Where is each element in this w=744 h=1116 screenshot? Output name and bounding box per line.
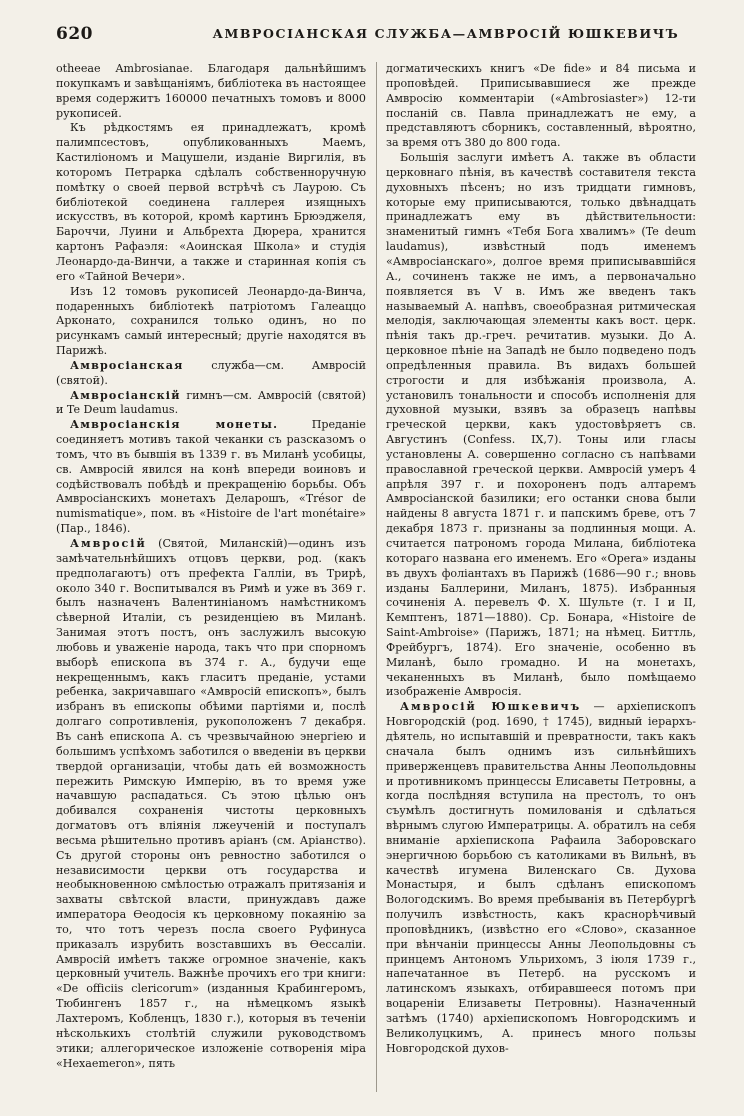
page-header xyxy=(56,24,696,46)
entry-headword: Амвросіанскій xyxy=(70,388,181,402)
left-column xyxy=(56,62,366,1102)
entry-headword: Амвросіанская xyxy=(70,358,184,372)
paragraph-leonardo-manuscripts: Изъ 12 томовъ рукописей Леонардо-да-Винча, подаренныхъ библіотекѣ патріотомъ Галеаццо Арконато, сохранился только одинъ, но по рисункамъ самый интересный; другіе находятся въ Парижѣ. xyxy=(56,284,366,358)
entry-ambrose-yushkevich xyxy=(386,700,696,1056)
entry-text: гимнъ—см. Амвросій (святой) и Te Deum laudamus. xyxy=(56,388,366,417)
entry-ambrosian-coins xyxy=(56,418,366,537)
paragraph-library-holdings: otheeae Ambrosianae. Благодаря дальнѣйшимъ покупкамъ и завѣщаніямъ, библіотека въ настоящее время содержитъ 160000 печатныхъ томовъ и 8000 рукописей. xyxy=(56,62,366,120)
paragraph-dogmatic-books: догматическихъ книгъ «De fide» и 84 письма и проповѣдей. Приписывавшиеся же прежде Амвросію комментаріи («Ambrosiaster») 12-ти посланій св. Павла принадлежатъ не ему, а представляютъ сборникъ, составленный, вѣроятно, за время отъ 380 до 800 года. xyxy=(386,62,696,150)
entry-text: — архіепископъ Новгородскій (род. 1690, † 1745), видный іерархъ-дѣятель, но испытавшій и превратности, такъ какъ сначала былъ однимъ изъ сильнѣйшихъ приверженцевъ правительства Анны Леопольдовны и противникомъ принцессы Елисаветы Петровны, а когда послѣдняя вступила на престолъ, то онъ съумѣлъ достигнуть помилованія и сдѣлаться вѣрнымъ слугою Императрицы. А. обратилъ на себя вниманіе архіепископа Рафаила Заборовскаго энергичною борьбою съ католиками въ Вильнѣ, въ качествѣ игумена Виленскаго Св. Духова Монастыря, и былъ сдѣланъ епископомъ Вологодскимъ. Во время пребыванія въ Петербургѣ получилъ извѣстность, какъ краснорѣчивый проповѣдникъ, (извѣстно его «Слово», сказанное при вѣнчаніи принцессы Анны Леопольдовны съ принцемъ Антономъ Ульрихомъ, 3 іюля 1739 г., напечатанное въ Петерб. на русскомъ и латинскомъ языкахъ, отбиравшееся потомъ при воцареніи Елизаветы Петровны). Назначенный затѣмъ (1740) архіепископомъ Новгородскимъ и Великолуцкимъ, А. принесъ много пользы Новгородской духов- xyxy=(386,700,696,1055)
entry-ambrosian-service xyxy=(56,359,366,389)
entry-text: Преданіе соединяетъ мотивъ такой чеканки съ разсказомъ о томъ, что въ бывшія въ 1339 г. въ Миланѣ усобицы, св. Амвросій явился на конѣ впереди воиновъ и содѣйствовалъ побѣдѣ и прекращенію борьбы. Объ Амвросіанскихъ монетахъ Деларошъ, «Trésor de numismatique», пом. въ «Histoire de l'art monétaire» (Пар., 1846). xyxy=(56,418,366,536)
entry-headword: Амвросіанскія монеты. xyxy=(70,418,279,432)
entry-text: служба—см. Амвросій (святой). xyxy=(56,358,366,387)
column-divider xyxy=(376,62,377,1092)
entry-ambrosian-hymn xyxy=(56,389,366,419)
running-title: АМВРОСІАНСКАЯ СЛУЖБА—АМВРОСІЙ ЮШКЕВИЧЪ xyxy=(212,26,680,41)
paragraph-library-rarities: Къ рѣдкостямъ ея принадлежатъ, кромѣ палимпсестовъ, опубликованныхъ Маемъ, Кастиліономъ и Мацушели, изданіе Виргилія, въ которомъ Петрарка сдѣлалъ собственноручную помѣтку о своей первой встрѣчѣ съ Лаурою. Съ библіотекой соединена галлерея изящныхъ искусствъ, въ которой, кромѣ картинъ Брюэджеля, Бароччи, Луини и Альбрехта Дюрера, хранится картонъ Рафаэля: «Аоинская Школа» и студія Леонардо-да-Винчи, а также и старинная копія съ его «Тайной Вечери». xyxy=(56,121,366,283)
entry-text: (Святой, Миланскій)—одинъ изъ замѣчательнѣйшихъ отцовъ церкви, род. (какъ предполагаютъ) отъ префекта Галліи, въ Трирѣ, около 340 г. Воспитывался въ Римѣ и уже въ 369 г. былъ назначенъ Валентиніаномъ намѣстникомъ сѣверной Италіи, съ резиденціею въ Миланѣ. Занимая этотъ постъ, онъ заслужилъ высокую любовь и уваженіе народа, такъ что при спорномъ выборѣ епископа въ 374 г. А., будучи еще некрещеннымъ, какъ гласитъ преданіе, устами ребенка, закричавшаго «Амвросій епископъ», былъ избранъ въ епископы обѣими партіями и, послѣ долгаго сопротивленія, рукоположенъ 7 декабря. Въ санѣ епископа А. съ чрезвычайною энергіею и большимъ успѣхомъ заботился о введеніи въ церкви твердой организаціи, чтобы дать ей возможность пережить Римскую Имперію, въ то время уже начавшую распадаться. Съ этою цѣлью онъ добивался сохраненія чистоты церковныхъ догматовъ отъ вліянія лжеученій и поступалъ весьма рѣшительно противъ аріанъ (см. Аріанство). Съ другой стороны онъ ревностно заботился о независимости церкви отъ государства и необыкновенною смѣлостью отражалъ притязанія и захваты свѣтской власти, принуждавъ даже императора Ѳеодосія къ церковному покаянію за то, что тотъ черезъ посла своего Руфинуса приказалъ изрубить возставшихъ въ Ѳессаліи. Амвросій имѣетъ также огромное значеніе, какъ церковный учитель. Важнѣе прочихъ его три книги: «De officiis clericorum» (изданныя Крабингеромъ, Тюбингенъ 1857 г., на нѣмецкомъ языкѣ Лахтеромъ, Кобленцъ, 1830 г.), которыя въ теченіи нѣсколькихъ столѣтій служили руководствомъ этики; аллегорическое изложеніе сотворенія міра «Hexaemeron», пять xyxy=(56,537,366,1070)
entry-ambrose-saint xyxy=(56,537,366,1071)
entry-headword: Амвросій xyxy=(70,537,147,550)
paragraph-church-singing: Большія заслуги имѣетъ А. также въ области церковнаго пѣнія, въ качествѣ составителя текста духовныхъ пѣсенъ; но изъ тридцати гимновъ, которые ему приписываются, только двѣнадцать принадлежатъ ему въ дѣйствительности: знаменитый гимнъ «Тебя Бога хвалимъ» (Te deum laudamus), извѣстный подъ именемъ «Амвросіанскаго», долгое время приписывавшійся А., сочиненъ также не имъ, а первоначально появляется въ V в. Имъ же введенъ такъ называемый А. напѣвъ, своеобразная ритмическая мелодія, заключающая элементы какъ вост. церк. пѣнія такъ др.-греч. речитатив. музыки. До А. церковное пѣніе на Западѣ не было подведено подъ опредѣленныя правила. Въ видахъ большей строгости и для избѣжанія произвола, А. установилъ тональности и способъ исполненія для духовной музыки, взявъ за образецъ напѣвы греческой церкви, какъ удостовѣряетъ св. Августинъ (Confess. IX,7). Тоны или гласы установлены А. совершенно согласно съ напѣвами православной греческой церкви. Амвросій умеръ 4 апрѣля 397 г. и похороненъ подъ алтаремъ Амвросіанской базилики; его останки снова были найдены 8 августа 1871 г. и папскимъ бреве, отъ 7 декабря 1873 г. признаны за подлинныя мощи. А. считается патрономъ города Милана, библіотека котораго названа его именемъ. Его «Opera» изданы въ двухъ фоліантахъ въ Парижѣ (1686—90 г.; вновь изданы Баллерини, Миланъ, 1875). Избранныя сочиненія А. перевелъ Ф. Х. Шульте (т. I и II, Кемптенъ, 1871—1880). Ср. Бонара, «Histoire de Saint-Ambroise» (Парижъ, 1871; на нѣмец. Биттль, Фрейбургъ, 1874). Его значеніе, особенно въ Миланѣ, было громадно. И на монетахъ, чеканенныхъ въ Миланѣ, было помѣщаемо изображеніе Амвросія. xyxy=(386,151,696,699)
entry-headword: Амвросій Юшкевичъ xyxy=(400,700,582,714)
right-column xyxy=(386,62,696,1102)
page-number: 620 xyxy=(56,24,93,44)
